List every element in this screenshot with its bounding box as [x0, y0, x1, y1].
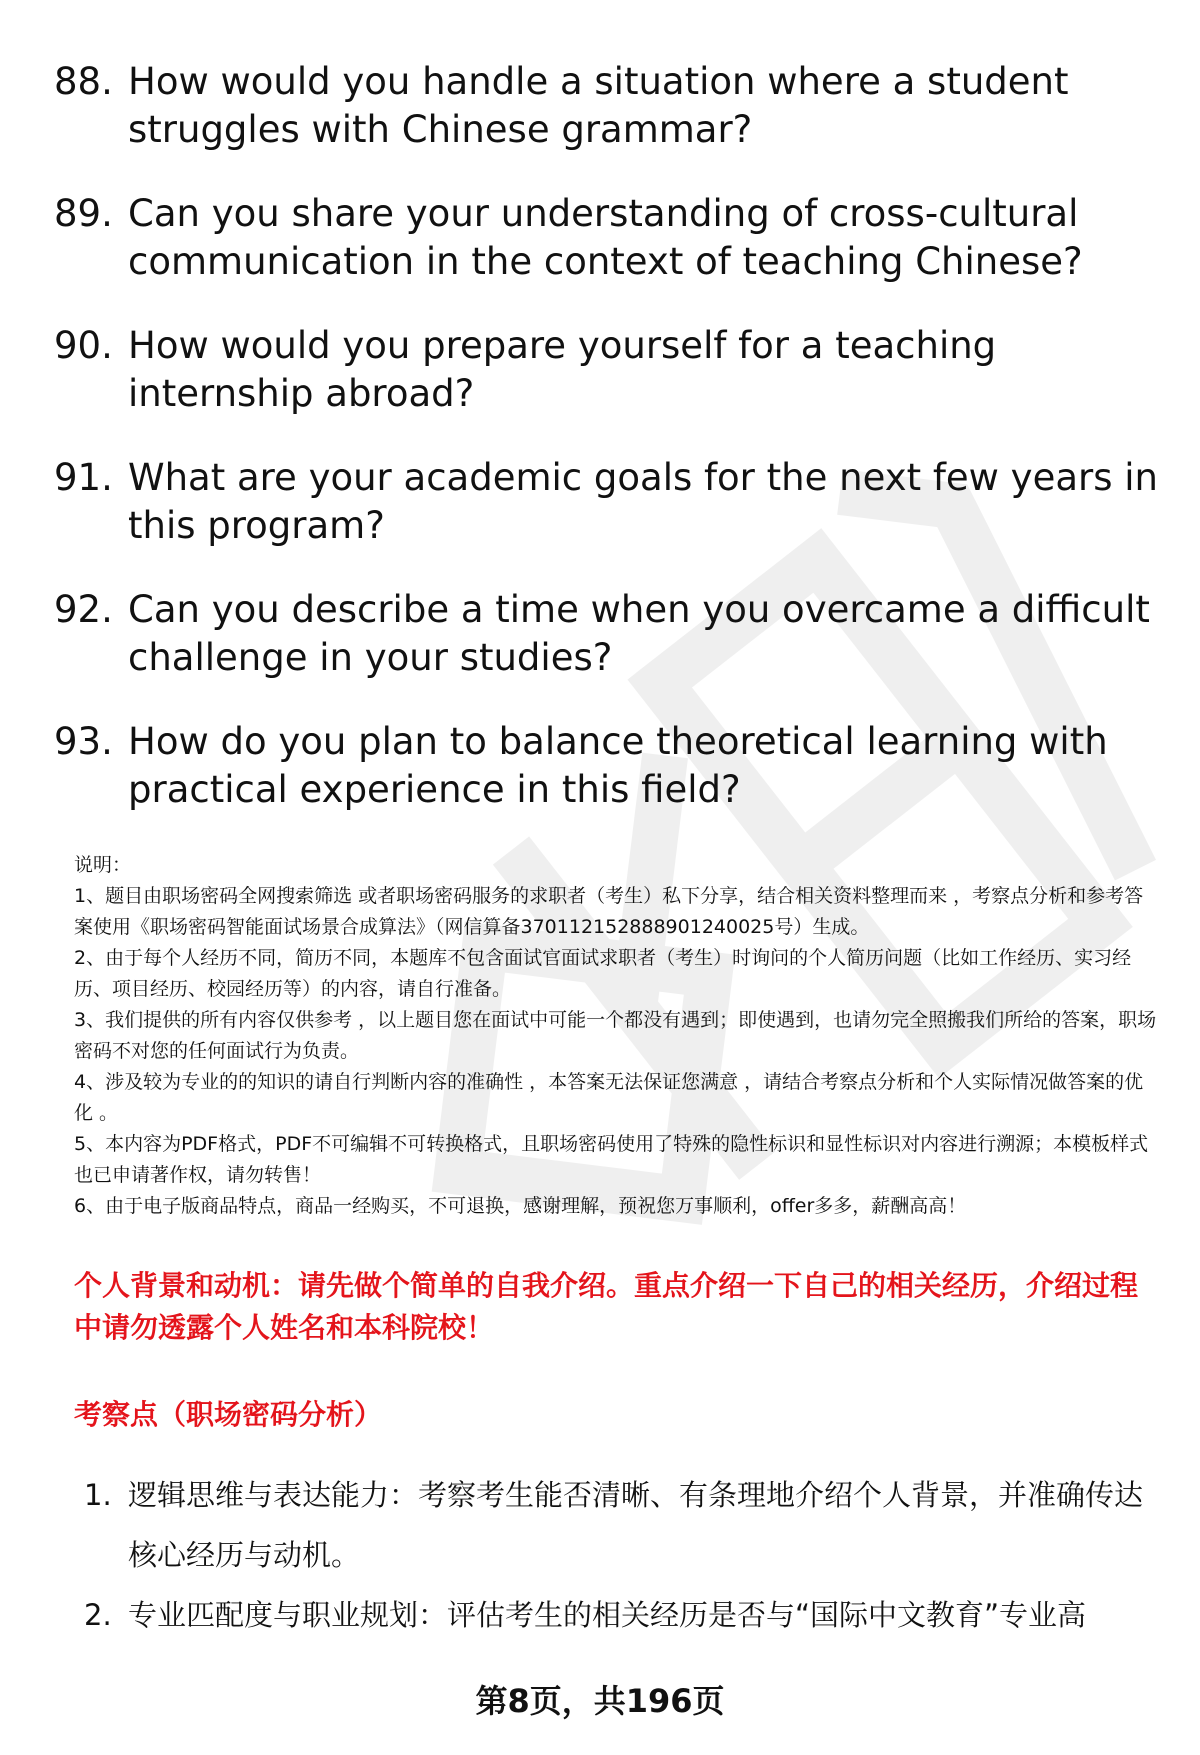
question-number: 92. — [54, 588, 113, 631]
analysis-text: 专业匹配度与职业规划：评估考生的相关经历是否与“国际中文教育”专业高 — [128, 1598, 1087, 1632]
note-item: 4、涉及较为专业的的知识的请自行判断内容的准确性 ，本答案无法保证您满意 ，请结合考察点分析和个人实际情况做答案的优化 。 — [74, 1071, 1144, 1124]
note-item: 1、题目由职场密码全网搜索筛选 或者职场密码服务的求职者（考生）私下分享，结合相关资料整理而来 ，考察点分析和参考答案使用《职场密码智能面试场景合成算法》（网信算备370112152888901240025号）生成。 — [74, 885, 1144, 938]
question-item — [54, 586, 1164, 682]
note-item: 3、我们提供的所有内容仅供参考 ，以上题目您在面试中可能一个都没有遇到；即使遇到，也请勿完全照搬我们所给的答案，职场密码不对您的任何面试行为负责。 — [74, 1009, 1157, 1062]
analysis-item — [84, 1465, 1154, 1585]
question-number: 88. — [54, 60, 113, 103]
question-number: 89. — [54, 192, 113, 235]
question-text: How do you plan to balance theoretical learning with practical experience in this field? — [128, 720, 1108, 811]
notes-heading: 说明： — [74, 854, 132, 876]
intro-question: 个人背景和动机：请先做个简单的自我介绍。重点介绍一下自己的相关经历，介绍过程中请勿透露个人姓名和本科院校！ — [74, 1269, 1139, 1344]
question-number: 91. — [54, 456, 113, 499]
analysis-item — [84, 1585, 1154, 1645]
analysis-text: 逻辑思维与表达能力：考察考生能否清晰、有条理地介绍个人背景，并准确传达核心经历与动机。 — [128, 1478, 1144, 1572]
question-text: Can you share your understanding of cross-cultural communication in the context of teaching Chinese? — [128, 192, 1083, 283]
question-text: How would you handle a situation where a student struggles with Chinese grammar? — [128, 60, 1069, 151]
question-item — [54, 190, 1164, 286]
page-footer: 第8页，共196页 — [475, 1682, 725, 1720]
question-list — [54, 58, 1164, 850]
analysis-number: 1. — [84, 1478, 112, 1512]
notes-section — [74, 850, 1159, 1222]
question-text: Can you describe a time when you overcame a difficult challenge in your studies? — [128, 588, 1150, 679]
note-item: 6、由于电子版商品特点，商品一经购买，不可退换，感谢理解，预祝您万事顺利，offer多多，薪酬高高！ — [74, 1195, 967, 1217]
question-number: 90. — [54, 324, 113, 367]
question-item — [54, 322, 1164, 418]
analysis-heading: 考察点（职场密码分析） — [74, 1398, 383, 1431]
question-item — [54, 58, 1164, 154]
question-item — [54, 718, 1164, 814]
note-item: 5、本内容为PDF格式，PDF不可编辑不可转换格式，且职场密码使用了特殊的隐性标识和显性标识对内容进行溯源；本模板样式也已申请著作权，请勿转售！ — [74, 1133, 1149, 1186]
note-item: 2、由于每个人经历不同，简历不同，本题库不包含面试官面试求职者（考生）时询问的个人简历问题（比如工作经历、实习经历、项目经历、校园经历等）的内容，请自行准备。 — [74, 947, 1132, 1000]
analysis-list — [84, 1465, 1154, 1645]
question-text: How would you prepare yourself for a teaching internship abroad? — [128, 324, 997, 415]
question-number: 93. — [54, 720, 113, 763]
question-item — [54, 454, 1164, 550]
question-text: What are your academic goals for the next few years in this program? — [128, 456, 1158, 547]
analysis-number: 2. — [84, 1598, 112, 1632]
